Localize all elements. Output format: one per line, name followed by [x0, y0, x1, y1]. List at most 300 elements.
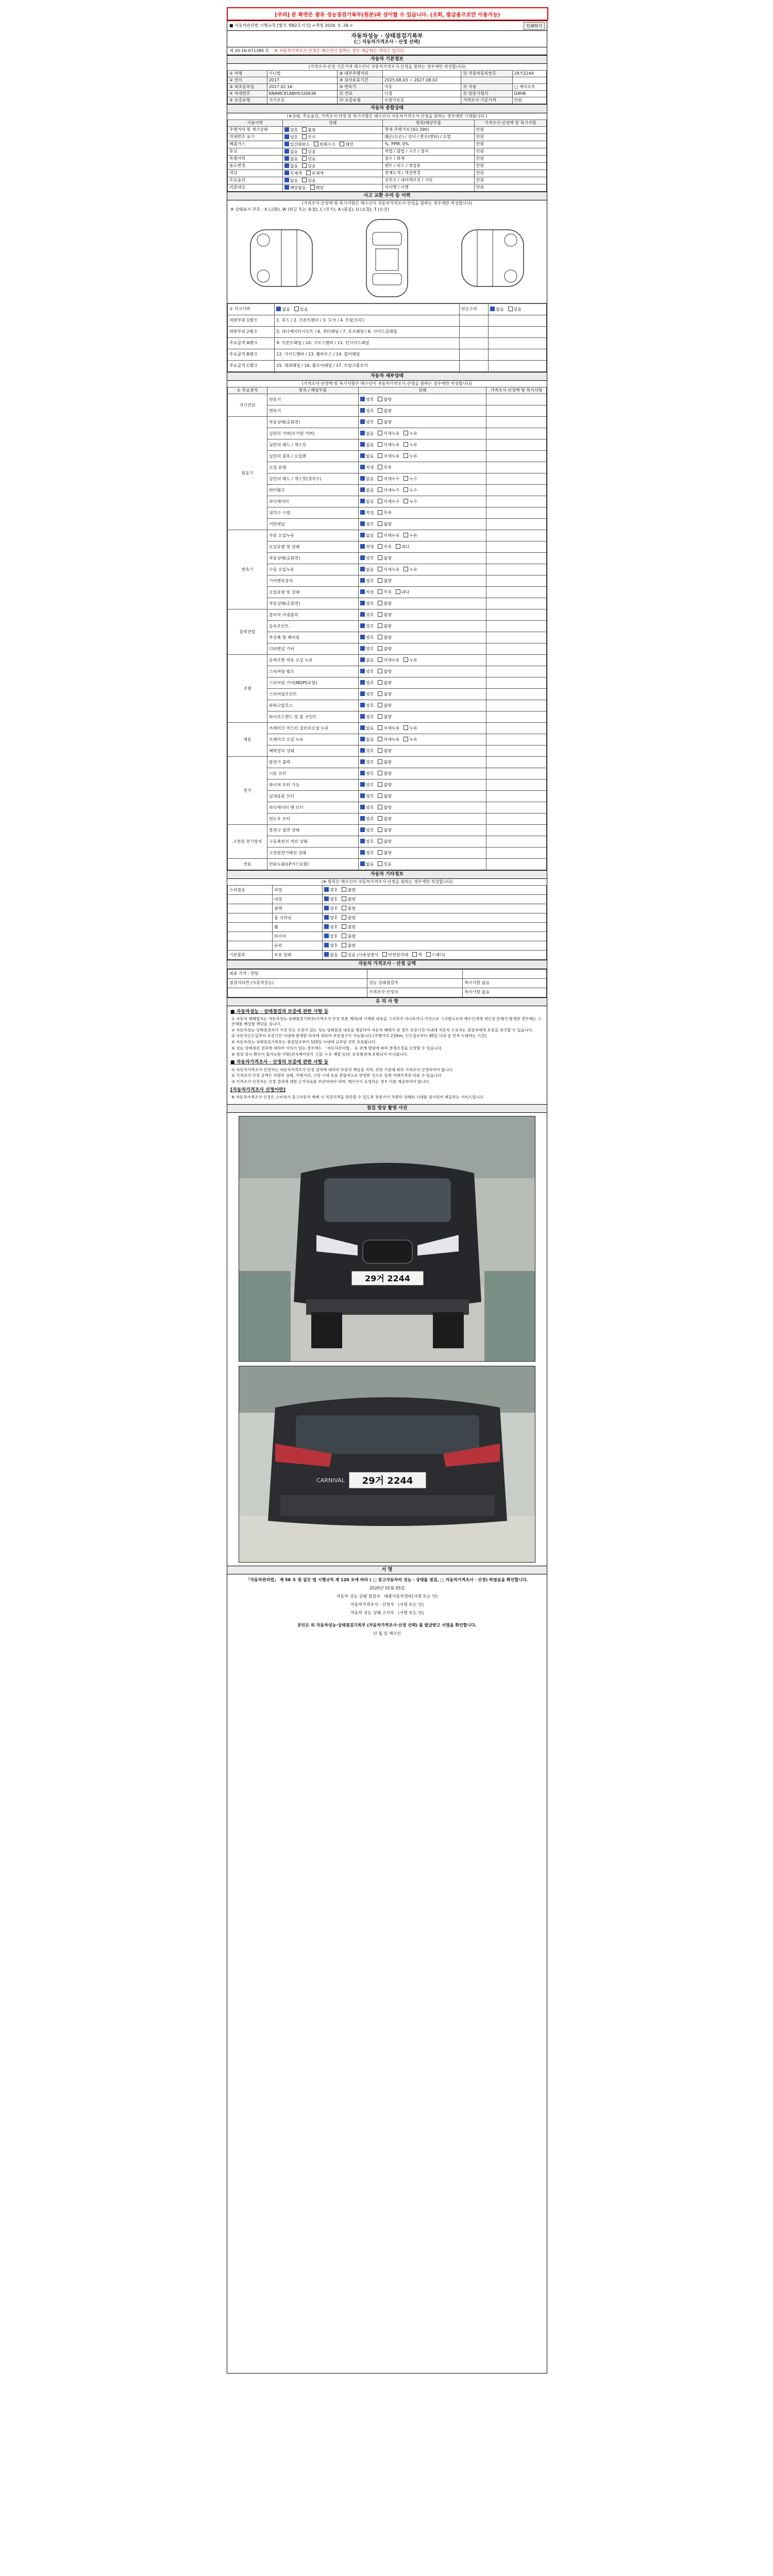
row-price: 만원: [474, 155, 546, 162]
status-option-label: 불량: [347, 925, 356, 930]
item-label: 연료누출(LP가스포함): [267, 859, 359, 870]
checkbox-icon: [404, 431, 408, 435]
status-option-label: 없음: [366, 499, 374, 504]
group-label: 변속기: [228, 530, 267, 609]
status-option: [378, 397, 391, 402]
item-label: 클러치 어셈블리: [267, 609, 359, 621]
table-cell: 외판부위 2랭크: [228, 326, 275, 337]
row-item: 유리: [273, 941, 323, 951]
table-cell: 디젤: [382, 91, 461, 97]
item-status: [359, 609, 486, 621]
checkbox-icon: [404, 487, 408, 492]
item-status: [359, 428, 486, 439]
status-option-label: 과다: [401, 590, 410, 595]
basic-info-table: [227, 70, 547, 104]
table-row: [228, 621, 547, 632]
table-cell: ⑮ 원동기형식: [461, 91, 512, 97]
item-label: 실린더 블록 / 오일팬: [267, 451, 359, 462]
table-cell: [461, 77, 512, 84]
item-label: 기어변속장치: [267, 575, 359, 587]
status-option: [360, 454, 374, 459]
checkbox-icon: [412, 952, 417, 957]
status-option: [378, 715, 391, 719]
table-cell: 성능 상태점검자: [367, 978, 462, 988]
item-price: [486, 417, 547, 428]
status-option: [404, 567, 417, 572]
table-row: [228, 598, 547, 609]
table-cell: [459, 337, 488, 349]
checkbox-icon: [396, 589, 400, 594]
status-option: [404, 499, 417, 504]
status-option-label: 양호: [366, 703, 374, 708]
status-option-label: 불량: [347, 943, 356, 948]
checkbox-icon: [360, 419, 365, 424]
status-option-label: 불량: [383, 647, 392, 651]
item-price: [486, 700, 547, 711]
table-row: [228, 97, 547, 104]
table-row: [228, 473, 547, 485]
row-item: 외장: [273, 886, 323, 895]
item-price: [486, 485, 547, 496]
item-price: [486, 519, 547, 530]
item-label: 구동축전지 격리 상태: [267, 836, 359, 848]
table-row: [228, 553, 547, 564]
status-option-label: 양호: [330, 916, 338, 921]
table-row: [228, 932, 547, 941]
status-option: [378, 681, 391, 685]
checkbox-icon: [302, 127, 307, 132]
row-label: 용도변경: [228, 162, 283, 170]
item-price: [486, 666, 547, 677]
status-option: [340, 142, 353, 147]
status-option: [378, 613, 391, 617]
doc-number-note: ※ 자동차가격조사·산정은 매수인이 원하는 경우 제공하는 서비스 입니다.: [274, 48, 405, 53]
item-status: [359, 779, 486, 791]
status-option-label: 미세누수: [383, 477, 400, 481]
item-status: [359, 485, 486, 496]
status-option: [378, 499, 399, 504]
item-status: [359, 791, 486, 802]
table-row: [228, 723, 547, 734]
checkbox-icon: [360, 623, 365, 628]
column-header: 상태: [282, 120, 383, 126]
group-label: 연료: [228, 859, 267, 870]
table-cell: [489, 337, 547, 349]
item-price: [486, 814, 547, 825]
checkbox-icon: [378, 453, 382, 458]
status-option-label: 불량: [383, 851, 392, 855]
table-cell: 가격조사·산정자: [367, 988, 462, 997]
checkbox-icon: [360, 782, 365, 787]
table-row: [228, 326, 547, 337]
status-option: [404, 726, 417, 731]
doc-title: 자동차성능 · 상태점검기록부: [351, 32, 423, 39]
detail-title: 자동차 세부상태: [227, 372, 547, 381]
status-option: [360, 760, 374, 765]
checkbox-icon: [360, 431, 365, 435]
status-option-label: 양호: [330, 888, 338, 893]
status-option: [378, 443, 399, 447]
checkbox-icon: [360, 487, 365, 492]
item-status: [359, 394, 486, 405]
status-option: [412, 953, 422, 957]
checkbox-icon: [508, 307, 513, 311]
table-cell: 자동: [382, 84, 461, 91]
item-label: 충전구 절연 상태: [267, 825, 359, 836]
status-option-label: 있음: [513, 307, 522, 312]
status-option: [378, 794, 391, 799]
status-option: [360, 647, 374, 651]
row-item: 룸 크리닝: [273, 913, 323, 923]
table-cell: ⑫ 보증유형: [338, 97, 382, 104]
other-title: 자동차 기타정보: [227, 870, 547, 879]
status-option-label: 해당없음: [290, 185, 306, 190]
checkbox-icon: [378, 759, 382, 764]
status-option-label: 없음: [366, 454, 374, 459]
notes-definition-text: ※ 자동차가격조사·산정은 소비자가 중고자동차 매매 시 적정가격을 판단할 수 있도록 전문가가 차량의 상태와 시세를 평가하여 제공하는 서비스입니다.: [231, 1095, 485, 1099]
table-row: [228, 349, 547, 360]
status-option-label: 양호: [290, 127, 298, 132]
status-option-label: 없음: [366, 658, 374, 663]
notes-paragraph: ⑤ 성능·상태점검 결과에 대하여 이의가 있는 경우에는 「자동차관리법」 등 관계 법령에 따라 분쟁조정을 신청할 수 있습니다.: [231, 1045, 443, 1050]
status-option-label: 불량: [383, 420, 392, 425]
status-option-label: 불량: [383, 409, 392, 413]
status-option: [360, 443, 374, 447]
item-label: 발전기 출력: [267, 757, 359, 768]
table-cell: 2017.02.16: [267, 84, 338, 91]
row-price: 만원: [474, 126, 546, 133]
item-label: 커먼레일: [267, 519, 359, 530]
item-label: 디퍼렌셜 기어: [267, 643, 359, 655]
item-price: [486, 553, 547, 564]
checkbox-icon: [360, 567, 365, 571]
status-option: [378, 647, 391, 651]
table-cell: D4HB: [512, 91, 546, 97]
table-row: [228, 155, 547, 162]
status-option-label: 불량: [347, 906, 356, 911]
doc-topbar: [227, 21, 547, 30]
checkbox-icon: [378, 487, 382, 492]
row-label: 리콜대상: [228, 184, 283, 191]
table-row: [228, 632, 547, 643]
checkbox-icon: [378, 635, 382, 639]
checkbox-icon: [378, 589, 382, 594]
row-status: [282, 148, 383, 155]
checkbox-icon: [310, 185, 315, 190]
warning-banner: [주의] 본 화면은 광유 성능점검기록부(원본)와 상이할 수 있습니다. (조회, 발급용으로만 이용가능): [227, 7, 548, 21]
table-row: [228, 745, 547, 757]
row-label: 색상: [228, 170, 283, 177]
table-row: [228, 170, 547, 177]
status-option: [378, 488, 399, 493]
status-option: [378, 828, 391, 833]
status-option: [378, 737, 399, 742]
status-option: [360, 851, 374, 855]
checkbox-icon: [378, 827, 382, 832]
checkbox-icon: [378, 465, 382, 469]
item-price: [486, 405, 547, 417]
item-status: [359, 689, 486, 700]
status-option-label: 양호: [330, 897, 338, 902]
status-option: [378, 567, 399, 572]
status-option: [404, 658, 417, 663]
status-option: [508, 307, 522, 312]
table-cell: 특이사항 없음: [463, 978, 547, 988]
status-option-label: 있음: [299, 307, 308, 312]
table-cell: 단순수리: [459, 303, 488, 315]
item-status: [359, 848, 486, 859]
table-cell: [489, 349, 547, 360]
sign-title: 서 명: [227, 1566, 547, 1574]
item-price: [486, 473, 547, 485]
status-option: [324, 906, 338, 911]
status-option: [324, 916, 338, 920]
item-price: [486, 734, 547, 745]
table-cell: 특이사항 없음: [463, 988, 547, 997]
row-item: 내장: [273, 895, 323, 904]
status-option-label: 누수: [409, 499, 417, 504]
column-header: 가격조사·산정액 및 특기사항: [486, 387, 547, 394]
table-row: [228, 496, 547, 507]
status-option-label: 불량: [383, 703, 392, 708]
status-option-label: 매연: [345, 142, 354, 147]
checkbox-icon: [378, 612, 382, 617]
table-cell: [459, 326, 488, 337]
doc-number: 제 20-16-071380 호: [229, 48, 270, 53]
notes-heading-definition: [자동차가격조사 산정이란]: [230, 1087, 285, 1093]
item-status: [359, 496, 486, 507]
table-cell: ⑪ 연료: [338, 91, 382, 97]
checkbox-icon: [378, 861, 382, 866]
accident-table: [227, 303, 547, 372]
item-price: [486, 859, 547, 870]
table-row: [228, 825, 547, 836]
status-option-label: 양호: [366, 409, 374, 413]
status-option: [426, 953, 445, 957]
table-cell: ⑭ 사용: [461, 84, 512, 91]
table-cell: ④ 차대번호: [228, 91, 267, 97]
checkbox-icon: [378, 680, 382, 685]
accident-title: 사고 교환 수리 등 이력: [227, 192, 547, 200]
status-option: [378, 851, 391, 855]
checkbox-icon: [294, 307, 299, 311]
status-option: [314, 142, 335, 147]
item-label: 시동 모터: [267, 768, 359, 779]
checkbox-icon: [284, 163, 289, 168]
item-label: 파워고압호스: [267, 700, 359, 711]
item-status: [359, 564, 486, 575]
status-option-label: 양호: [366, 681, 374, 685]
status-option: [360, 635, 374, 640]
print-button[interactable]: 인쇄하기: [524, 22, 545, 30]
checkbox-icon: [404, 725, 408, 730]
status-option-label: 없음: [290, 156, 298, 161]
checkbox-icon: [378, 816, 382, 821]
status-option-label: 양호: [366, 397, 374, 402]
status-option: [404, 533, 417, 538]
item-price: [486, 836, 547, 848]
table-cell: KNAMC81ABH5326636: [267, 91, 338, 97]
status-option: [360, 817, 374, 821]
status-option-label: 없음: [366, 726, 374, 731]
item-status: [359, 723, 486, 734]
status-option: [342, 897, 355, 902]
status-option-label: 양호: [366, 579, 374, 583]
table-row: [228, 141, 547, 148]
status-option: [306, 171, 324, 176]
status-option: [490, 307, 503, 312]
checkbox-icon: [324, 915, 329, 920]
checkbox-icon: [342, 896, 346, 901]
status-option-label: 누유: [409, 443, 417, 447]
checkbox-icon: [378, 714, 382, 719]
checkbox-icon: [360, 635, 365, 639]
row-category: [228, 932, 273, 941]
item-status: [359, 768, 486, 779]
status-option-label: 양호: [366, 805, 374, 810]
item-status: [359, 632, 486, 643]
table-row: [228, 184, 547, 191]
status-option-label: 미세누유: [383, 431, 400, 436]
checkbox-icon: [302, 178, 307, 182]
row-category: [228, 923, 273, 932]
status-option: [378, 703, 391, 708]
checkbox-icon: [378, 567, 382, 571]
item-price: [486, 802, 547, 814]
checkbox-icon: [378, 691, 382, 696]
table-row: [228, 451, 547, 462]
item-status: [359, 598, 486, 609]
checkbox-icon: [404, 442, 408, 447]
table-cell: [459, 349, 488, 360]
status-option: [378, 590, 391, 595]
status-option: [404, 488, 417, 493]
item-status: [359, 587, 486, 598]
checkbox-icon: [378, 499, 382, 503]
row-price: 만원: [474, 184, 546, 191]
checkbox-icon: [360, 499, 365, 503]
table-row: [228, 126, 547, 133]
table-row: [228, 988, 547, 997]
status-option-label: 불량: [383, 771, 392, 776]
checkbox-icon: [360, 646, 365, 651]
item-label: 스티어링조인트: [267, 689, 359, 700]
status-option-label: 잭: [417, 953, 422, 958]
status-option-label: 불량: [383, 635, 392, 640]
checkbox-icon: [360, 850, 365, 855]
status-option: [284, 164, 298, 168]
row-category: 수리필요: [228, 886, 273, 895]
status-option: [378, 579, 391, 583]
status-option-label: 있음: [308, 156, 316, 161]
table-row: [228, 951, 547, 960]
checkbox-icon: [284, 127, 289, 132]
checkbox-icon: [284, 142, 289, 146]
status-option: [378, 658, 399, 663]
status-option-label: 불량: [383, 839, 392, 844]
status-option: [360, 681, 374, 685]
status-option-label: 불량: [383, 397, 392, 402]
status-option-label: 없음: [366, 488, 374, 493]
status-option: [284, 185, 306, 190]
item-label: 작동상태(공회전): [267, 598, 359, 609]
table-cell: ① 사고이력: [228, 303, 275, 315]
checkbox-icon: [378, 646, 382, 651]
status-option-label: 스패너): [431, 953, 445, 958]
doc-header: [227, 30, 547, 47]
status-option: [302, 157, 315, 161]
status-option-label: 없음: [366, 567, 374, 572]
row-parts: 렌트 / 리스 / 영업용: [383, 162, 474, 170]
group-label: 동력전달: [228, 609, 267, 655]
status-option-label: 탄화수소: [320, 142, 336, 147]
status-option-label: 양호: [366, 613, 374, 617]
item-price: [486, 632, 547, 643]
status-option-label: 양호: [366, 828, 374, 833]
row-parts: 현재 주행거리 [92,390]: [383, 126, 474, 133]
checkbox-icon: [360, 442, 365, 447]
item-price: [486, 677, 547, 689]
table-cell: 12. 사이드멤버 / 13. 휠하우스 / 14. 필러패널: [275, 349, 459, 360]
item-label: 자동 오일누유: [267, 530, 359, 541]
table-cell: 주요골격 A랭크: [228, 337, 275, 349]
table-row: [228, 689, 547, 700]
status-option-label: 양호: [366, 771, 374, 776]
status-option-label: 불량: [383, 805, 392, 810]
item-status: [359, 734, 486, 745]
status-option: [360, 715, 374, 719]
item-price: [486, 496, 547, 507]
status-option: [360, 669, 374, 674]
group-label: 조향: [228, 655, 267, 723]
car-side-left-diagram: [243, 217, 320, 299]
status-option: [360, 613, 374, 617]
table-cell: □ 세미오토: [512, 84, 546, 91]
status-option: [360, 749, 374, 753]
table-header-row: [228, 120, 547, 126]
item-status: [359, 643, 486, 655]
status-option: [360, 828, 374, 833]
row-item: 보유 상태: [273, 951, 323, 960]
checkbox-icon: [360, 476, 365, 481]
item-status: [359, 745, 486, 757]
notes-paragraph: ④ 자동차성능·상태점검기록부는 점검일로부터 120일 이내에 교부된 것만 유효합니다.: [231, 1040, 377, 1044]
item-price: [486, 609, 547, 621]
table-cell: 15. 대쉬패널 / 16. 플로어패널 / 17. 트렁크플로어: [275, 360, 459, 371]
item-status: [359, 825, 486, 836]
item-label: 실린더 헤드 / 개스킷(냉각수): [267, 473, 359, 485]
checkbox-icon: [490, 307, 495, 311]
status-option-label: 불량: [383, 579, 392, 583]
checkbox-icon: [284, 134, 289, 139]
table-row: [228, 836, 547, 848]
status-option: [360, 477, 374, 481]
status-option: [360, 839, 374, 844]
status-option: [302, 178, 315, 183]
item-price: [486, 768, 547, 779]
table-cell: [382, 71, 461, 77]
status-option: [378, 533, 399, 538]
table-cell: [463, 969, 547, 978]
table-row: [228, 462, 547, 473]
table-cell: 점검자의견 (자동차성능): [228, 978, 367, 988]
checkbox-icon: [404, 657, 408, 662]
item-label: 실린더 헤드 / 개스킷: [267, 439, 359, 451]
photos-title: 점검 영상 촬영 사진: [227, 1104, 547, 1113]
status-option: [360, 794, 374, 799]
status-option-label: 없음: [366, 431, 374, 436]
car-side-right-diagram: [454, 217, 531, 299]
